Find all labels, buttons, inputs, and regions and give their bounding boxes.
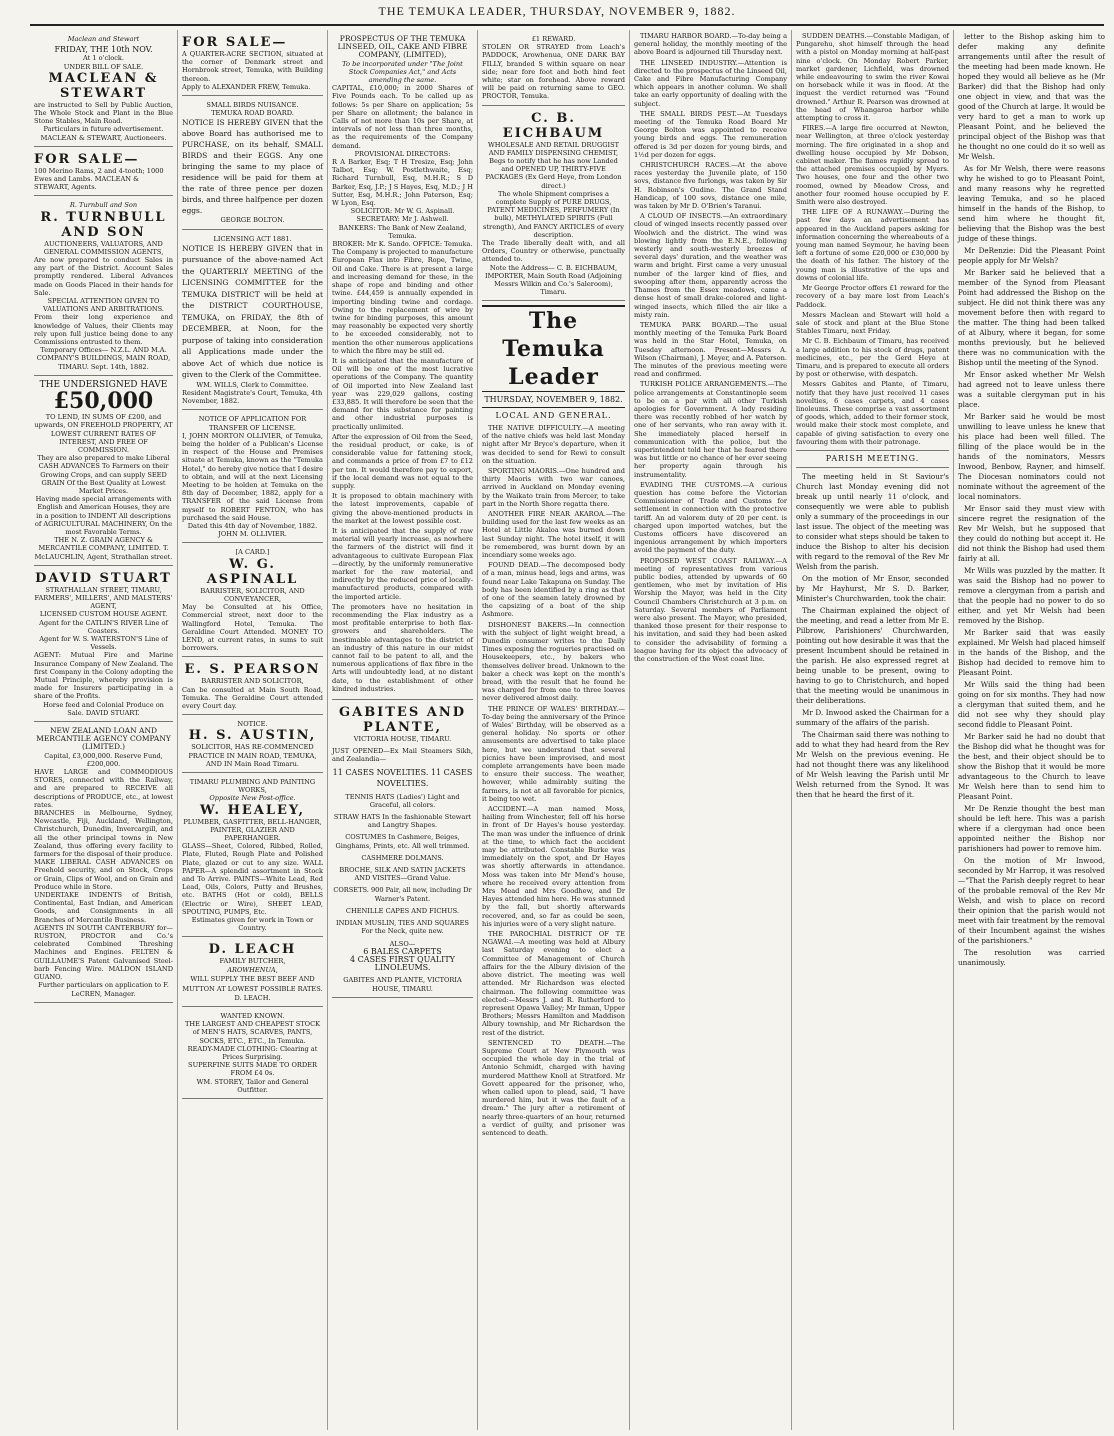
ad-board: TEMUKA ROAD BOARD. (211, 109, 294, 118)
ad-agents: AGENTS IN SOUTH CANTERBURY for— RUSTON, PROCTOR and Co.'s celebrated Combined Threshing Machines and Engines. FELTEN & GUILLAUME'S Patent Galvanised Steel-barb Fencing Wire. MALDON ISLAND GUANO. (34, 923, 173, 982)
ad-capital: Capital, £3,000,000. Reserve Fund, £200,000. (44, 751, 163, 768)
ad-prospectus (332, 32, 473, 700)
ad-text: A QUARTER-ACRE SECTION, situated at the corner of Denmark street and Hornbrook street, Temuka, with Building thereon. (182, 50, 323, 83)
ad-dolmans: CASHMERE DOLMANS. (361, 853, 444, 862)
news-item: THE PRINCE OF WALES' BIRTHDAY.—To-day being the anniversary of the Prince of Wales' Birthday, will be observed as a general holiday. No sports or other amusements are advertised to take place here, but we understand that several picnics have been improvised, and most complete arrangements have been made to ensure their success. The weather, however, while admirably suiting the farmers, is not at all favorable for picnics, it being too wet. (482, 704, 625, 803)
ad-title: NOTICE OF APPLICATION FOR TRANSFER OF LICENSE. (198, 415, 307, 432)
ad-role: AUCTIONEERS, VALUATORS, AND GENERAL COMMISSION AGENTS, (43, 239, 164, 256)
ad-sign: THE N. Z. GRAIN AGENCY & MERCANTILE COMPANY, LIMITED. T. McLAUCHLIN, Agent, Strathallan street. (34, 536, 173, 561)
ad-text: JUST OPENED—Ex Mail Steamers Sikh, and Zealandia— (332, 747, 473, 764)
ad-title: TIMARU PLUMBING AND PAINTING WORKS, (189, 777, 316, 795)
section-rule (796, 450, 949, 451)
ad-apply: Apply to ALEXANDER FREW, Temuka. (182, 82, 311, 91)
news-item: THE SMALL BIRDS PEST.—At Tuesdays meeting of the Temuka Road Board Mr George Bolton was appointed to receive young birds and eggs. The remuneration offered is 3d per dozen for young birds, and 1½d per dozen for eggs. (634, 109, 787, 159)
ad-more: They are also prepared to make Liberal CASH ADVANCES To Farmers on their Growing Crops, and can supply SEED GRAIN Of the Best Quality at Lowest Market Prices. (37, 454, 170, 495)
ad-costumes: COSTUMES In Cashmere, Beiges, Ginghams, Prints, etc. All well trimmed. (335, 833, 470, 850)
ad-title: SMALL BIRDS NUISANCE. (206, 101, 299, 110)
news-item: Mr Barker said he had no doubt that the Bishop did what he thought was for the best, and their object should be to show the Bishop that it would be more advantageous to the Church to leave Mr Welsh here than to send him to Pleasant Point. (958, 732, 1105, 801)
paper-title: The Temuka Leader (482, 305, 625, 392)
ad-text: STOLEN OR STRAYED from Leach's PADDOCK, Arowhenua, ONE DARK BAY FILLY, branded S within square on near side; near fore foot and both hind feet white; star on forehead. Above reward will be paid on returning same to GEO. PROCTOR, Temuka. (482, 43, 625, 101)
ad-wool: MAKE LIBERAL CASH ADVANCES on Freehold security, and on Stock, Crops or Grain, Clips of Wool, and on Grain and Produce while in Store. (34, 858, 173, 891)
news-item: Mr De Renzie thought the best man should be left here. This was a parish where if a clergyman had once been appointed neither the Bishop nor parishioners had power to remove him. (958, 804, 1105, 853)
ad-corsets: CORSETS. 900 Pair, all new, including Dr Warner's Patent. (333, 886, 472, 903)
ad-quarter-acre (182, 32, 323, 96)
news-item: PROPOSED WEST COAST RAILWAY.—A meeting of representatives from various public bodies, attended by upwards of 60 gentlemen, who met by invitation of His Worship the Mayor, was held in the City Council Chambers Christchurch at 3 p.m. on Saturday. Several members of Parliament were also present. The Mayor, who presided, thanked those present for their response to his invitation, and said they had been asked to consider the advisability of forming a league having for its object the advocacy of the construction of the West coast line. (634, 556, 787, 664)
ad-text: WILL SUPPLY THE BEST BEEF AND MUTTON AT LOWEST POSSIBLE RATES. (182, 974, 323, 993)
ad-sub: UNDER BILL OF SALE. (63, 62, 144, 71)
ad-text: SOLICITOR, HAS RE-COMMENCED PRACTICE IN MAIN ROAD, TEMUKA, AND IN Main Road Timaru. (188, 743, 317, 768)
ad-gabites-plante (332, 702, 473, 998)
ad-text: THE LARGEST AND CHEAPEST STOCK of MEN'S HATS, SCARVES, PANTS, SOCKS, ETC., ETC., In Temuka. (184, 1020, 321, 1045)
ad-body2: It is anticipated that the manufacture of Oil will be one of the most lucrative operations of the Company. The quantity of Oil imported into New Zealand last year was 229,029 gallons, costing £33,885. It will therefore be seen that the demand for this substance for painting and other industrial purposes is practically unlimited. (332, 356, 473, 431)
column-2 (177, 30, 327, 1430)
ad-nz-loan (34, 724, 173, 1003)
ad-lino: 4 CASES FIRST QUALITY LINOLEUMS. (350, 954, 455, 973)
header-rule (30, 24, 1104, 26)
news-item: Messrs Gabites and Plante, of Timaru, notify that they have just received 11 cases novelties, 6 cases carpets, and 4 cases linoleums. These comprise a vast assortment of goods, which, added to their former stock, would make their stock most complete, and capable of giving satisfaction to every one favouring them with their patronage. (796, 380, 949, 446)
column-5 (629, 30, 791, 1430)
ad-agent1: Agent for the CATLIN'S RIVER Line of Coasters. (39, 618, 168, 635)
ad-sign: GEORGE BOLTON. (220, 216, 285, 225)
ad-sign: GABITES AND PLANTE, VICTORIA HOUSE, TIMARU. (343, 976, 462, 993)
news-item: THE LIFE OF A RUNAWAY.—During the past few days an advertisement has appeared in the Auckland papers asking for information concerning the whereabouts of a young man named Seymour, he having been left a fortune of some £20,000 or £30,000 by the death of his father. The history of the young man is illustrative of the ups and downs of colonial life. (796, 208, 949, 282)
ad-storey (182, 1009, 323, 1099)
ad-firm: R. TURNBULL AND SON (40, 209, 167, 240)
ad-sign: WM. STOREY, Tailor and General Outfitter. (196, 1077, 309, 1094)
running-header: THE TEMUKA LEADER, THURSDAY, NOVEMBER 9, 1882. (378, 4, 736, 18)
ad-text: Can be consulted at Main South Road, Temuka. The Geraldine Court attended every Court day. (182, 685, 323, 710)
section-heading: PARISH MEETING. (825, 453, 920, 463)
ad-capital: CAPITAL, £10,000; in 2000 Shares of Five Pounds each. To be called up as follows: 5s per Share on application; 5s per Share on allotment; the balance in Calls of not more than 10s per Share, at intervals of not less than three months, as the requirements of the Company demand. (332, 84, 473, 150)
ad-turnbull (34, 198, 173, 375)
news-item: ACCIDENT.—A man named Moss, hailing from Winchester, fell off his horse in front of Dr Hayes's house yesterday. The man was under the influence of drink at the time, to which fact the accident may be attributed. Constable Burke was immediately on the spot, and Dr Hayes was shortly afterwards in attendance. Moss was taken into Mr Mend's house, where he received every attention from Mrs Mead and Mrs Goodhew, and Dr Hayes attended him here. He was stunned by the fall, but shortly afterwards recovered, and, so far as could be seen, his injuries were of a very slight nature. (482, 805, 625, 928)
ad-place: Resident Magistrate's Court, Temuka, 4th November, 1882. (182, 389, 323, 406)
column-3 (327, 30, 477, 1430)
ad-jackets: BROCHE, SILK AND SATIN JACKETS AND VISITES—Grand Value. (339, 866, 466, 883)
ad-sub: To be incorporated under "The Joint Stock Companies Act," and Acts amending the same. (342, 59, 463, 85)
ad-also: ALSO— (389, 939, 416, 948)
ad-pearson (182, 659, 323, 715)
ad-role: FARMERS', MILLERS', AND MALSTERS' AGENT, (34, 593, 173, 611)
ad-firm: E. S. PEARSON (184, 662, 321, 678)
news-item: The resolution was carried unanimously. (958, 948, 1105, 967)
news-item: A CLOUD OF INSECTS.—An extraordinary cloud of winged insects recently passed over Woolwich and the district. The wind was blowing lightly from the E.N.E., following westerly and south-westerly breezes of several days' duration, and the weather was warm and bright. First came a very unusual number of the larger kind of flies, and swooping after them, apparently across the Thames from the Essex meadows, came a dense host of small drake-colored and light-winged insects, which filled the air like a misty rain. (634, 212, 787, 319)
news-item: ANOTHER FIRE NEAR AKAROA.—The building used for the last few weeks as an Hotel at Little Akaloa was burned down last Sunday night. The hotel itself, it will be remembered, was burnt down by an incendiary some weeks ago. (482, 509, 625, 559)
ad-body4: It is proposed to obtain machinery with the latest improvements, capable of giving the above-mentioned products in the market at the lowest possible cost. (332, 492, 473, 525)
ad-loan-50000 (34, 378, 173, 566)
column-6 (791, 30, 953, 1430)
ad-firm: W. G. ASPINALL (206, 556, 299, 587)
ad-aspinall (182, 545, 323, 657)
section-rule (796, 467, 949, 468)
ad-title: PROSPECTUS OF THE TEMUKA LINSEED, OIL, CAKE AND FIBRE COMPANY, (LIMITED), (337, 34, 468, 60)
ad-bankers: BANKERS: The Bank of New Zealand, Temuka. (338, 223, 467, 240)
ad-header: R. Turnbull and Son (69, 201, 138, 210)
ad-body5: It is anticipated that the supply of raw material will yearly increase, as nowhere the farmers of the district will find it advantageous to cultivate European Flax—directly, by the uniformly remunerative market for the raw material, and indirectly by the reduced price of locally-manufactured products, compared with the imported article. (332, 526, 473, 601)
ad-maclean-stewart (34, 32, 173, 147)
ad-role: WHOLESALE AND RETAIL DRUGGIST AND FAMILY DISPENSING CHEMIST, (487, 140, 620, 157)
news-item: Mr George Proctor offers £1 reward for the recovery of a bay mare lost from Leach's Paddock. (796, 284, 949, 309)
ad-addr: Opposite New Post-office. (209, 794, 296, 803)
ad-transfer-license (182, 412, 323, 543)
news-item: THE NATIVE DIFFICULTY.—A meeting of the native chiefs was held last Monday night after Mr Bryce's departure, when it was decided to send for Rewi to consult on the situation. (482, 423, 625, 465)
ad-role: PLUMBER, GASFITTER, BELL-HANGER, PAINTER, GLAZIER AND PAPERHANGER. (183, 817, 322, 842)
ad-text: I, JOHN MORTON OLLIVIER, of Temuka, being the holder of a Publican's License in respect of the House and Premises situate at Temuka, known as the "Temuka Hotel," do hereby give notice that I desire to obtain, and will at the next Licensing Meeting to be holden at Temuka on the 8th day of December, 1882, apply for a TRANSFER of the said License from myself to ROBERT FENTON, who has purchased the said House. (182, 431, 323, 522)
ad-sign: D. LEACH. (234, 993, 271, 1002)
section-heading: LOCAL AND GENERAL. (495, 410, 612, 420)
ad-more: From their long experience and knowledge of Values, their Clients may rely upon full justice being done to any Commissions entrusted to them. (34, 313, 173, 347)
ad-eichbaum (482, 108, 625, 302)
news-item: On the motion of Mr Ensor, seconded by Mr Hayhurst, Mr S. D. Barker, Minister's Churchwarden, took the chair. (796, 574, 949, 604)
news-item: Mr Barker said he would be most unwilling to leave unless he knew that his place had been well filled. The filling of the place would be in the hands of the nominators, Messrs Inwood, Benbow, Rayner, and himself. The Diocesan nominators could not nominate without the agreement of the local nominators. (958, 412, 1105, 501)
ad-solicitor: SOLICITOR: Mr W. G. Aspinall. (350, 207, 455, 216)
ad-amount: £50,000 (53, 388, 154, 415)
ad-text: HAVE LARGE and COMMODIOUS STORES, connected with the Railway, and are prepared to RECEIVE all descriptions of PRODUCE, etc., at lowest rates. (34, 768, 173, 809)
ad-text: GLASS—Sheet, Colored, Ribbed, Rolled, Plate, Fluted, Rough Plate and Polished Plate, glazed or cut to any size. WALL PAPER—A splendid assortment in Stock and To Arrive. PAINTS—White Lead, Red Lead, Oils, Colors, Putty and Brushes, etc. BATHS (Hot or cold), BELLS (Electric or Wire), SHEET LEAD, SPOUTING, PUMPS, Etc. (182, 842, 323, 916)
ad-body: The Company is projected to manufacture European Flax into Fibre, Rope, Twine, Oil and Cake. There is at present a large and increasing demand for these, in the shape of rope and binding and other twine. £44,459 is annually expended in importing binding twine and cordage. Owing to the replacement of wire by twine for binding purposes, this amount may reasonably be expected very shortly to be exceeded considerably, not to mention the other numerous applications to which the fibre may be still ed. (332, 248, 473, 355)
news-item: Messrs Maclean and Stewart will hold a sale of stock and plant at the Blue Stone Stables Timaru, next Friday. (796, 310, 949, 336)
ad-body6: The promoters have no hesitation in recommending the Flax industry as a most profitable enterprise to both flax-growers and shareholders. The inestimable advantages to the district of an industry of this nature in our midst cannot fail to be patent to all, and the numerous applications of flax fibre in the Arts will undoubtedly lead, at no distant date, to the establishment of other kindred industries. (332, 602, 473, 693)
ad-addr: STRATHALLAN STREET, TIMARU, (45, 585, 162, 594)
ad-text: NOTICE IS HEREBY GIVEN that in pursuance of the above-named Act the QUARTERLY MEETING of the LICENSING COMMITTEE for the TEMUKA DISTRICT will be held at the DISTRICT COURTHOUSE, TEMUKA, on FRIDAY, the 8th of DECEMBER, at Noon, for the purpose of taking into consideration all Applications made under the above Act of which due notice is given to the Clerk of the Committee. (182, 243, 323, 380)
news-item: Mr Barker said he believed that a member of the Synod from Pleasant Point had addressed the Bishop on the subject. He did not think there was any movement before then with regard to the matter. The thing had been talked of at Albury, where it began, for some months previously, but he believed there was no communication with the Bishop until the meeting of the Synod. (958, 268, 1105, 367)
ad-role: FAMILY BUTCHER, (219, 957, 286, 966)
news-item: TIMARU HARBOR BOARD.—To-day being a general holiday, the monthly meeting of the above Board is adjourned till Thursday next. (634, 32, 787, 57)
ad-sign: Dated this 4th day of November, 1882. JOHN M. OLLIVIER. (187, 522, 318, 539)
news-item: CHRISTCHURCH RACES.—At the above races yesterday the Juvenile plate, of 150 sovs, distance five furlongs, was taken by Sir H. Robinson's Oudine. The Grand Stand Handicap, of 100 sovs, distance one mile, was taken by Mr D. O'Brien's Taranui. (634, 161, 787, 211)
ad-firm: DAVID STUART (35, 570, 172, 586)
ad-lic: LICENSED CUSTOM HOUSE AGENT. (39, 610, 168, 619)
ad-role: BARRISTER, SOLICITOR, AND CONVEYANCER, (200, 586, 305, 603)
news-item: FOUND DEAD.—The decomposed body of a man, minus head, legs and arms, was found near Lake Takapuna on Sunday. The body has been identified by a ring as that of one of the seamen lately drowned by the capsizing of a boat of the ship Ashmore. (482, 561, 625, 619)
news-item: The meeting held in St Saviour's Church last Monday evening did not break up until nearly 11 o'clock, and consequently we were able to publish only a summary of the proceedings in our last issue. The object of the meeting was to consider what steps should be taken to induce the Bishop to alter his decision with regard to the removal of the Rev Mr Welsh from the parish. (796, 472, 949, 572)
news-item: EVADING THE CUSTOMS.—A curious question has come before the Victorian Commissioner of Trade and Customs for settlement in connection with the protective tariff. An ad valorem duty of 20 per cent. is charged upon imported watches, but the Customs officers have discovered an ingenious arrangement by which importers avoid the payment of the duty. (634, 480, 787, 555)
news-item: SENTENCED TO DEATH.—The Supreme Court at New Plymouth was occupied the whole day in the trial of Antonio Schmidt, charged with having murdered Matthew Knoll at Stratford. Mr Govett appeared for the prisoner, who, when called upon to plead, said, "I have murdered him, but it was the fault of a dream." The jury after a retirement of nearly three-quarters of an hour, returned a verdict of guilty, and prisoner was sentenced to death. (482, 1038, 625, 1137)
ad-secretary: SECRETARY: Mr J. Ashwell. (356, 215, 449, 224)
ad-title: WANTED KNOWN. (220, 1012, 285, 1020)
ad-trade: The Trade liberally dealt with, and all Orders, Country or otherwise, punctually attended to. (482, 239, 625, 264)
ad-small-birds (182, 98, 323, 230)
ad-title: NOTICE. (237, 720, 268, 729)
ad-indent: Having made special arrangements with English and American Houses, they are in a position to INDENT All descriptions of AGRICULTURAL MACHINERY, On the most Favorable Terms. (34, 495, 173, 536)
ad-david-stuart (34, 568, 173, 722)
paper-date: THURSDAY, NOVEMBER 9, 1882. (482, 394, 625, 407)
news-item: Mr Wills was puzzled by the matter. It was said the Bishop had no power to remove a clergyman from a parish and that the people had no power to do so either, and yet Mr Welsh had been removed by the Bishop. (958, 566, 1105, 625)
ad-offices: Temporary Offices— N.Z.L. AND M.A. COMPANY'S BUILDINGS, MAIN ROAD, TIMARU. Sept. 14th, 1882. (36, 346, 171, 371)
ad-capes: CHENILLE CAPES AND FICHUS. (345, 906, 460, 915)
ad-text: TO LEND, IN SUMS OF £200, and upwards, ON FREEHOLD PROPERTY, AT LOWEST CURRENT RATES OF INTEREST, AND FREE OF COMMISSION. (34, 413, 173, 454)
news-item: THE LINSEED INDUSTRY.—Attention is directed to the prospectus of the Linseed Oil, Cake and Fibre Manufacturing Company which appears in another column. We shall take an early opportunity of dealing with the subject. (634, 58, 787, 108)
ad-firm: MACLEAN & STEWART (48, 70, 159, 101)
ad-firm: D. LEACH (208, 942, 297, 958)
ad-straw: STRAW HATS In the fashionable Stewart and Langtry Shapes. (333, 813, 472, 830)
ad-role: BARRISTER AND SOLICITOR, (201, 677, 304, 686)
ad-body3: After the expression of Oil from the Seed, the residual product, or cake, is of considerable value for fattening stock, and commands a price of from £7 to £12 per ton. It would therefore pay to export, if the local demand was not equal to the supply. (332, 432, 473, 490)
news-item: letter to the Bishop asking him to defer making any definite arrangements until after the result of the meeting had been made known. He hoped they would all believe as he (Mr Barker) did that the Bishop had only one object in view, and that was the good of the Church at large. It would be very hard to get a man to work up Pleasant Point, and he believed the principal object of the Bishop was that he thought no one could do it so well as Mr Welsh. (958, 32, 1105, 161)
ad-firm: C. B. EICHBAUM (502, 110, 605, 141)
ad-broker: BROKER: Mr K. Sando. OFFICE: Temuka. (332, 240, 473, 249)
ad-austin (182, 717, 323, 773)
ad-head: NEW ZEALAND LOAN AND MERCANTILE AGENCY COMPANY (LIMITED.) (36, 726, 171, 752)
column-4 (477, 30, 629, 1430)
ad-text: May be Consulted at his Office, Commercial street, next door to the Wallingford Hotel, Temuka. The Geraldine Court Attended. MONEY TO LEND, at current rates, in sums to suit borrowers. (182, 603, 323, 653)
news-item: The Chairman said there was nothing to add to what they had heard from the Rev Mr Welsh on the previous evening. He had not thought there was any likelihood of Mr Welsh leaving the Parish until Mr Welsh returned from the Synod. It was then that he heard the first of it. (796, 730, 949, 800)
ad-cases: 11 CASES NOVELTIES. 11 CASES NOVELTIES. (332, 767, 473, 788)
ad-for-sale-rams (34, 149, 173, 197)
ad-indent: UNDERTAKE INDENTS of British, Continental, East Indian, and American Goods, and Consignments in all Branches of Mercantile Business. (34, 891, 173, 924)
ad-foot: Estimates given for work in Town or Country. (191, 915, 314, 933)
ad-ties: INDIAN MUSLIN, TIES AND SQUARES For the Neck, quite new. (336, 919, 469, 936)
ad-title: £1 REWARD. (531, 35, 576, 43)
column-7 (953, 30, 1109, 1430)
news-item: Mr DeRenzie: Did the Pleasant Point people apply for Mr Welsh? (958, 246, 1105, 265)
ad-title: FOR SALE— (182, 35, 288, 50)
ad-reward (482, 32, 625, 106)
ad-healey (182, 775, 323, 937)
ad-sign: Note the Address— C. B. EICHBAUM, IMPORTER, Main South Road (Adjoining Messrs Wilkin and Co.'s Saleroom), Timaru. (485, 263, 622, 297)
news-item: SPORTING MAORIS.—One hundred and thirty Maoris with two war canoes, arrived in Auckland on Monday evening by the Waikato train from Mercer, to take part in the North Shore regatta there. (482, 466, 625, 508)
news-item: On the motion of Mr Inwood, seconded by Mr Harrop, it was resolved—"That the Parish deeply regret to hear of the probable removal of the Rev Mr Welsh, and wish to place on record their opinion that the parish would not meet with fair treatment by the removal of their Incumbent against the wishes of the parishioners." (958, 856, 1105, 945)
ad-card: [A CARD.] (235, 548, 270, 557)
ad-text: are instructed to Sell by Public Auction, The Whole Stock and Plant in the Blue Stone Stables, Main Road. (34, 100, 173, 126)
ad-special: SPECIAL ATTENTION GIVEN TO VALUATIONS AND ARBITRATIONS. (42, 297, 165, 314)
ad-leach (182, 939, 323, 1007)
ad-text: Begs to notify that he has now Landed and OPENED UP, THIRTY-FIVE PACKAGES (Ex Gerd Heye, from London direct.) (485, 157, 622, 190)
ad-firm: H. S. AUSTIN, (188, 728, 317, 744)
ad-directors-title: PROVISIONAL DIRECTORS: (354, 149, 451, 158)
news-item: SUDDEN DEATHS.—Constable Madigan, of Pungarehu, shot himself through the head with a pistol on Monday morning at half-past nine o'clock. On Monday Robert Parker, market gardener, Lichfield, was drowned while endeavouring to swim the river Kowai on horseback while it was in flood. At the inquest the verdict returned was "Found drowned." Arthur R. Pearson was drowned at the head of Whangaroa harbor while attempting to cross it. (796, 32, 949, 123)
ad-more: The whole Shipment comprises a complete Supply of PURE DRUGS, PATENT MEDICINES, PERFUMERY (In bulk), METHYLATED SPIRITS (Full strength), And FANCY ARTICLES of every description. (483, 189, 624, 239)
ad-text: 100 Merino Rams, 2 and 4-tooth; 1000 Ewes and Lambs. MACLEAN & STEWART, Agents. (34, 166, 164, 192)
ad-header: Maclean and Stewart (67, 35, 140, 43)
news-item: Mr Ensor asked whether Mr Welsh had agreed not to leave unless there was a suitable clergyman put in his place. (958, 370, 1105, 409)
news-item: Mr Ensor said they must view with sincere regret the resignation of the Rev Mr Welsh, but he supposed that they could do nothing but accept it. He did not think the Bishop had used them fairly at all. (958, 504, 1105, 563)
ad-time: At 1 o'clock. (82, 54, 125, 63)
ad-text: NOTICE IS HEREBY GIVEN that the above Board has authorised me to PURCHASE, on its behalf, SMALL BIRDS and their EGGS. Any one bringing the same to my place of residence will be paid for them at the rate of three pence per dozen birds, and three halfpence per dozen eggs. (182, 118, 323, 216)
news-item: Mr C. B. Eichbaum of Timaru, has received a large addition to his stock of drugs, patent medicines, etc., per the Gerd Heye at Timaru, and is prepared to execute all orders by post or otherwise, with despatch. (796, 337, 949, 379)
ad-place: AROWHENUA, (227, 965, 278, 974)
ad-more: BRANCHES in Melbourne, Sydney, Newcastle, Fiji, Auckland, Wellington, Christchurch, Dunedin, Invercargill, and all the other principal towns in New Zealand, thus offering every facility to farmers for the disposal of their produce. (34, 809, 173, 859)
ad-firm: GABITES AND PLANTE, (339, 705, 466, 736)
news-item: FIRES.—A large fire occurred at Newton, near Wellington, at three o'clock yesterday morning. The fire originated in a shop and dwelling house occupied by Mr Dobson, cabinet maker. The flames rapidly spread to the attached premises occupied by Myers. Two houses, one four and the other two roomed, owned by Meadow Cross, and another four roomed house occupied by F. Smith were also destroyed. (796, 124, 949, 207)
ad-title: FOR SALE— (34, 151, 140, 167)
news-item: Mr D. Inwood asked the Chairman for a summary of the affairs of the parish. (796, 708, 949, 728)
ad-sign: Further particulars on application to F. LeCREN, Manager. (38, 981, 169, 998)
ad-licensing (182, 232, 323, 411)
ad-foot: Horse feed and Colonial Produce on Sale. DAVID STUART. (43, 700, 164, 717)
news-item: TURKISH POLICE ARRANGEMENTS.—The police arrangements at Constantinople seem to be on a par with all other Turkish apologies for Government. A lady residing there was recently robbed of her watch by one of her servants, who ran away with it. She immediately placed herself in communication with the police, but the superintendent told her that he feared there was but little or no chance of her ever seeing her property again through his instrumentality. (634, 380, 787, 479)
ad-more: READY-MADE CLOTHING: Clearing at Prices Surprising. (187, 1044, 318, 1062)
ad-text: Are now prepared to conduct Sales in any part of the District. Account Sales promptly rendered. Liberal Advances made on Goods Placed in their hands for Sale. (34, 256, 173, 297)
ad-agent3: AGENT: Mutual Fire and Marine Insurance Company of New Zealand. The first Company in the Colony adopting the Mutual Principle, whereby provision is made for Insurers participating in a share of the Profits. (34, 651, 173, 701)
ad-date: FRIDAY, THE 10th NOV. (54, 45, 153, 55)
ad-foot: Particulars in future advertisement. MACLEAN & STEWART, Auctioneers. (40, 125, 167, 142)
ad-sign: WM. WILLS, Clerk to Committee. (196, 380, 309, 389)
news-item: The Chairman explained the object of the meeting, and read a letter from Mr E. Pilbrow, Parishioners' Churchwarden, pointing out how desirable it was that the present Incumbent should be retained in the parish. He also expressed regret at being unable to be present, owing to having to go to Christchurch, and hoped that the meeting would be unanimous in their deliberations. (796, 606, 949, 706)
ad-head: THE UNDERSIGNED HAVE (39, 379, 168, 390)
ad-title: LICENSING ACT 1881. (213, 234, 292, 243)
ad-agent2: Agent for W. S. WATERSTON'S Line of Vessels. (39, 634, 168, 652)
news-item: As for Mr Welsh, there were reasons why he wished to go to Pleasant Point, and many reasons why he regretted leaving Temuka, and so he placed himself in the hands of the Bishop, to send him where he thought fit, believing that the Bishop was the best judge of these things. (958, 164, 1105, 243)
news-item: DISHONEST BAKERS.—In connection with the subject of light weight bread, a Dunedin consumer writes to the Daily Times exposing the rogueries practised on Housekeepers, etc., by bakers who themselves deliver bread. Unknown to the baker a check was kept on the month's bread, with the result that he found he was charged for from one to three loaves never delivered almost daily. (482, 620, 625, 703)
news-item: Mr Barker said that was easily explained. Mr Welsh had placed himself in the hands of the Bishop, and the Bishop had decided to remove him to Pleasant Point. (958, 628, 1105, 677)
news-item: TEMUKA PARK BOARD.—The usual monthly meeting of the Temuka Park Board was held in the Star Hotel, Temuka, on Tuesday afternoon. Present—Messrs A. Wilson (Chairman), J. Meyer, and A. Paterson. The minutes of the previous meeting were read and confirmed. (634, 320, 787, 379)
ad-directors: R A Barker, Esq; T H Tresize, Esq; John Talbot, Esq; W. Postlethwaite, Esq; Richard Turnbull, Esq, M.H.R.; S D Barker, Esq, J.P.; J S Hayes, Esq, M.D.; J H Sutter, Esq, M.H.R.; John Paterson, Esq; W Lyon, Esq. (332, 158, 473, 208)
ad-place: VICTORIA HOUSE, TIMARU. (353, 735, 452, 744)
column-1 (30, 30, 177, 1430)
news-item: THE PAROCHIAL DISTRICT OF TE NGAWAI.—A meeting was held at Albury last Saturday evening to elect a Committee of Management of Church affairs for the the Albury division of the above district. The meeting was well attended. Mr Richardson was elected chairman. The following committee was elected:—Messrs J. and R. Rutherford to represent Opawa Valley; Mr Inman, Upper Brothers; Messrs Hamilton and Maddison Albury township, and Mr Richardson the rest of the district. (482, 930, 625, 1037)
news-item: Mr Wills said the thing had been going on for six months. They had now a clergyman that suited them, and he did not see why they should play second fiddle to Pleasant Point. (958, 680, 1105, 729)
ad-suits: SUPERFINE SUITS MADE TO ORDER FROM £4 0s. (188, 1061, 317, 1078)
ad-carpets: 6 BALES CARPETS (363, 946, 442, 956)
ad-firm: W. HEALEY, (199, 802, 306, 818)
ad-tennis: TENNIS HATS (Ladies') Light and Graceful, all colors. (345, 792, 460, 809)
